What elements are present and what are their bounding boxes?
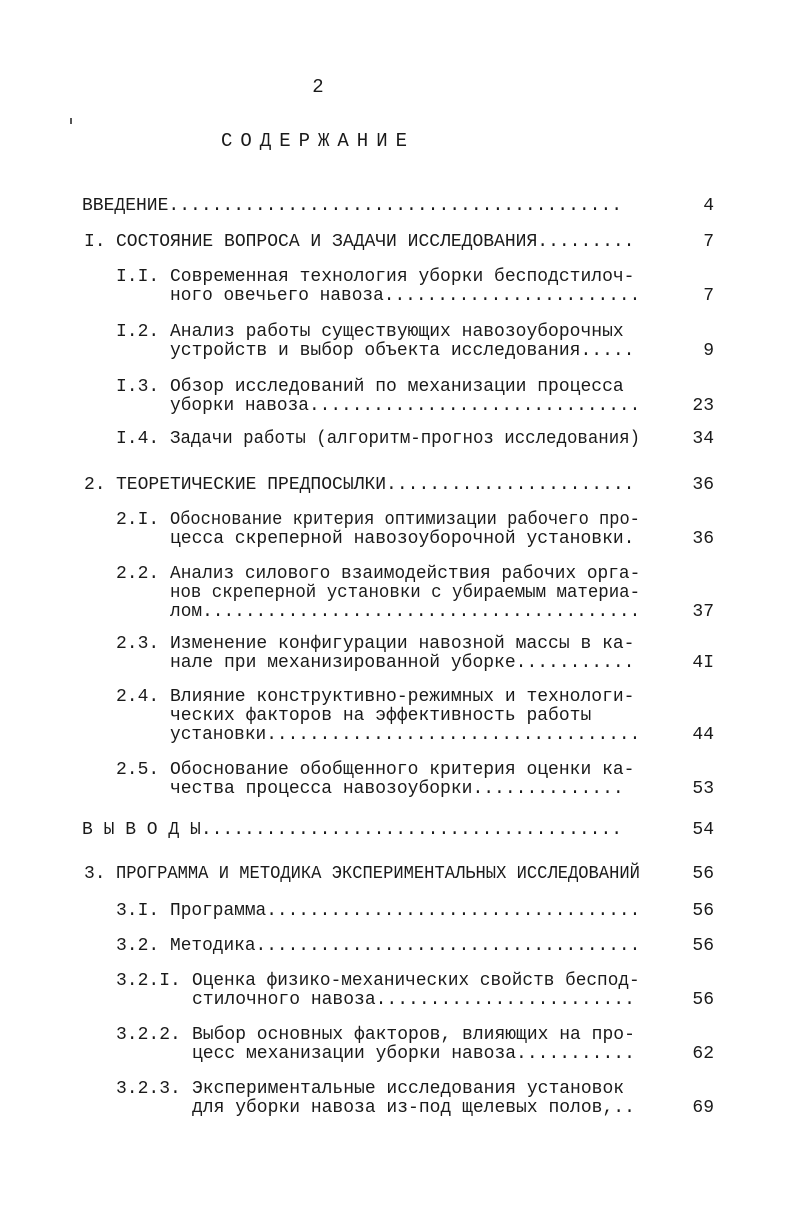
- toc-entry-line: Задачи работы (алгоритм-прогноз исследования): [170, 429, 641, 449]
- toc-entry-line: стилочного навоза........................: [192, 990, 635, 1010]
- toc-entry-page: 37: [692, 602, 714, 622]
- toc-entry-number: 3.: [84, 864, 106, 884]
- toc-entry-number: 2.5.: [116, 760, 160, 780]
- toc-entry-line: уборки навоза...............................: [170, 396, 641, 416]
- toc-entry-title: [170, 378, 645, 416]
- toc-entry-line: ческих факторов на эффективность работы: [170, 706, 592, 726]
- toc-entry-number: 2.4.: [116, 687, 160, 707]
- toc-entry-line: нов скреперной установки с убираемым материа-: [170, 583, 641, 603]
- toc-entry-line: Методика....................................: [170, 936, 641, 956]
- toc-entry-title: [170, 268, 645, 306]
- toc-entry-line: Оценка физико-механических свойств беспод-: [192, 971, 640, 991]
- toc-entry-line: лом.........................................: [170, 602, 641, 622]
- toc-entry-number: 3.I.: [116, 901, 160, 921]
- toc-entry-line: установки...................................: [170, 725, 641, 745]
- page-number: 2: [312, 76, 324, 98]
- toc-entry-line: Обоснование критерия оптимизации рабочего про-: [170, 510, 640, 530]
- toc-entry-title: [170, 323, 634, 361]
- toc-entry-page: 69: [692, 1098, 714, 1118]
- toc-entry-title: [192, 972, 646, 1010]
- toc-entry-title: [82, 821, 622, 840]
- toc-entry-line: Обоснование обобщенного критерия оценки ка-: [170, 760, 635, 780]
- toc-entry-number: 3.2.I.: [116, 971, 181, 991]
- toc-entry-title: [170, 761, 634, 799]
- toc-entry-line: Анализ работы существующих навозоуборочных: [170, 322, 624, 342]
- toc-entry-line: Анализ силового взаимодействия рабочих орга-: [170, 564, 641, 584]
- toc-entry-line: Экспериментальные исследования установок: [192, 1079, 625, 1099]
- toc-entry-page: 44: [692, 725, 714, 745]
- toc-entry-number: 2.2.: [116, 564, 160, 584]
- toc-entry-line: для уборки навоза из-под щелевых полов,..: [192, 1098, 635, 1118]
- toc-entry-page: 56: [692, 901, 714, 921]
- toc-entry-number: I.4.: [116, 429, 160, 449]
- toc-entry-number: I.I.: [116, 267, 160, 287]
- toc-entry-number: 3.2.: [116, 936, 160, 956]
- toc-entry-number: 2.I.: [116, 510, 160, 530]
- toc-entry-page: 9: [703, 341, 714, 361]
- toc-entry-line: цесс механизации уборки навоза...........: [192, 1044, 635, 1064]
- toc-entry-page: 36: [692, 529, 714, 549]
- toc-entry-page: 4: [703, 196, 714, 216]
- toc-entry-page: 36: [692, 475, 714, 495]
- toc-entry-line: Программа...................................: [170, 901, 641, 921]
- toc-entry-number: 2.3.: [116, 634, 160, 654]
- toc-entry-page: 56: [692, 864, 714, 884]
- toc-entry-line: Обзор исследований по механизации процесса: [170, 377, 624, 397]
- toc-entry-title: [170, 688, 645, 745]
- toc-entry-line: Влияние конструктивно-режимных и технологи-: [170, 687, 635, 707]
- toc-entry-number: 3.2.2.: [116, 1025, 181, 1045]
- toc-entry-line: цесса скреперной навозоуборочной установки.: [170, 529, 635, 549]
- toc-entry-page: 23: [692, 396, 714, 416]
- toc-entry-title: [170, 565, 656, 622]
- toc-entry-line: Изменение конфигурации навозной массы в ка-: [170, 634, 635, 654]
- toc-entry-page: 34: [692, 429, 714, 449]
- toc-entry-page: 4I: [692, 653, 714, 673]
- toc-entry-line: Выбор основных факторов, влияющих на про-: [192, 1025, 635, 1045]
- toc-entry-page: 56: [692, 990, 714, 1010]
- toc-entry-line: СОСТОЯНИЕ ВОПРОСА И ЗАДАЧИ ИССЛЕДОВАНИЯ.........: [116, 232, 635, 252]
- toc-entry-title: [170, 430, 656, 449]
- toc-entry-title: [116, 476, 634, 495]
- toc-entry-line: ПРОГРАММА И МЕТОДИКА ЭКСПЕРИМЕНТАЛЬНЫХ ИССЛЕДОВАНИЙ: [116, 864, 640, 884]
- toc-entry-page: 53: [692, 779, 714, 799]
- toc-entry-number: I.: [84, 232, 106, 252]
- toc-entry-page: 54: [692, 820, 714, 840]
- toc-entry-line: устройств и выбор объекта исследования.....: [170, 341, 635, 361]
- toc-entry-title: [170, 635, 634, 673]
- toc-entry-title: [116, 233, 634, 252]
- toc-entry-number: I.2.: [116, 322, 160, 342]
- toc-title: СОДЕРЖАНИЕ: [220, 130, 416, 152]
- toc-entry-page: 7: [703, 286, 714, 306]
- toc-entry-title: [170, 937, 645, 956]
- toc-entry-title: [192, 1080, 635, 1118]
- toc-entry-title: [170, 902, 645, 921]
- toc-entry-number: I.3.: [116, 377, 160, 397]
- toc-entry-page: 7: [703, 232, 714, 252]
- toc-entry-number: 2.: [84, 475, 106, 495]
- toc-entry-title: [82, 197, 622, 216]
- toc-entry-title: [192, 1026, 635, 1064]
- toc-entry-line: Современная технология уборки бесподстилоч-: [170, 267, 635, 287]
- toc-entry-title: [170, 511, 667, 549]
- toc-entry-title: [116, 865, 667, 884]
- toc-entry-page: 56: [692, 936, 714, 956]
- toc-entry-line: нале при механизированной уборке...........: [170, 653, 635, 673]
- toc-entry-line: ВВЕДЕНИЕ..........................................: [82, 196, 623, 216]
- toc-entry-line: ного овечьего навоза........................: [170, 286, 641, 306]
- toc-entry-line: ТЕОРЕТИЧЕСКИЕ ПРЕДПОСЫЛКИ.......................: [116, 475, 635, 495]
- toc-entry-number: 3.2.3.: [116, 1079, 181, 1099]
- toc-entry-line: В Ы В О Д Ы.......................................: [82, 820, 623, 840]
- toc-entry-line: чества процесса навозоуборки..............: [170, 779, 624, 799]
- toc-entry-page: 62: [692, 1044, 714, 1064]
